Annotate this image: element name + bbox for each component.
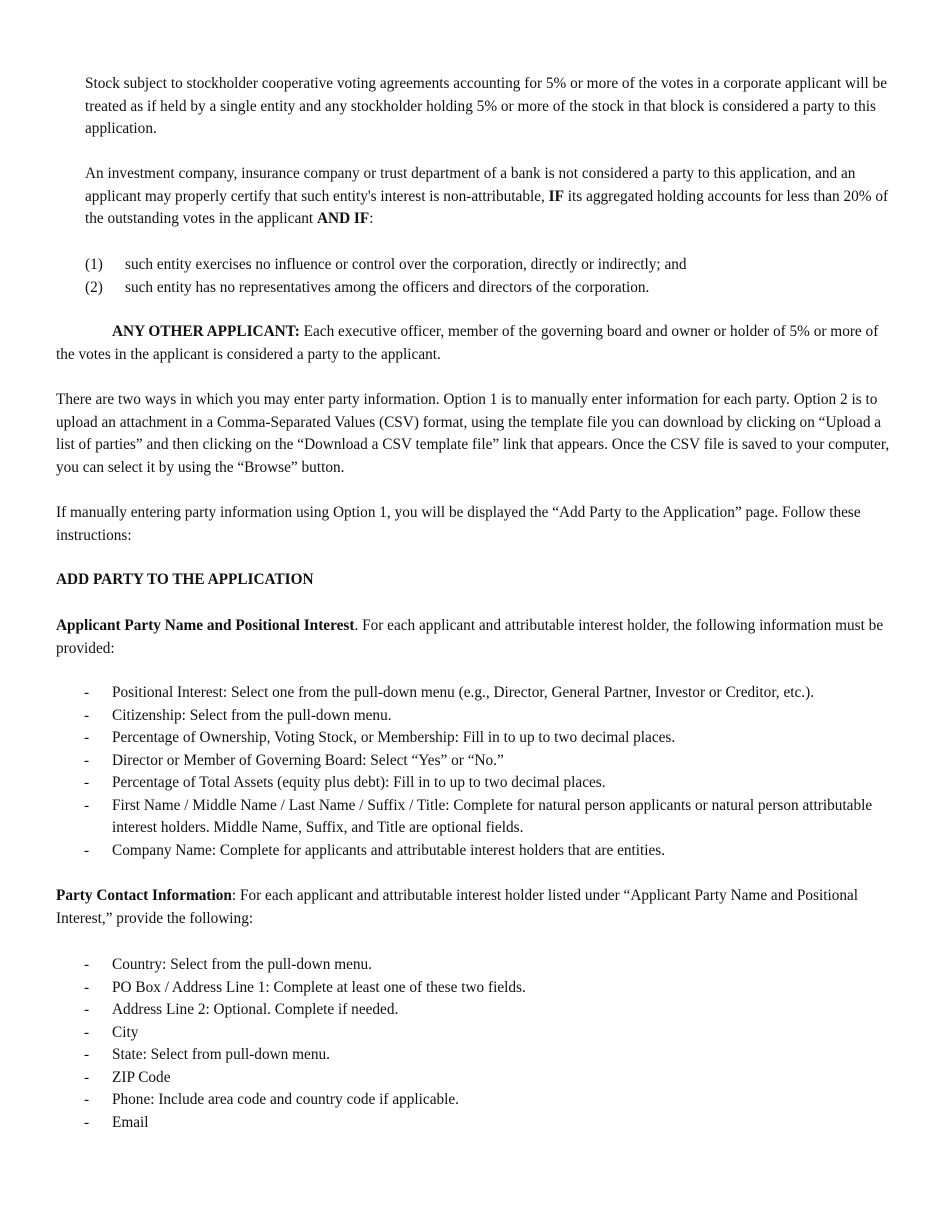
party-contact-intro: Party Contact Information: For each applicant and attributable interest holder listed under “Applicant Party Name and Positional Interest,” provide the following: bbox=[56, 887, 859, 927]
conditions-list bbox=[85, 254, 900, 299]
list-item: - Phone: Include area code and country code if applicable. bbox=[84, 1091, 460, 1108]
party-contact-list bbox=[84, 954, 900, 1134]
list-item: - Country: Select from the pull-down menu. bbox=[84, 956, 373, 973]
list-item: - ZIP Code bbox=[84, 1068, 171, 1086]
list-item: - Citizenship: Select from the pull-down menu. bbox=[84, 706, 392, 724]
list-item: - Percentage of Total Assets (equity plus debt): Fill in to up to two decimal places. bbox=[84, 774, 606, 791]
paragraph-any-other-applicant: ANY OTHER APPLICANT: Each executive officer, member of the governing board and owner or holder of 5% or more of the votes in the applicant is considered a party to the applicant. bbox=[56, 323, 879, 363]
paragraph-entry-options: There are two ways in which you may enter party information. Option 1 is to manually enter information for each party. Option 2 is to upload an attachment in a Comma-Separated Values (CSV) format, using the template file you can download by clicking on “Upload a list of parties” and then clicking on the “Download a CSV template file” link that appears. Once the CSV file is saved to your computer, you can select it by using the “Browse” button. bbox=[56, 391, 890, 476]
list-item: - Percentage of Ownership, Voting Stock, or Membership: Fill in to up to two decimal places. bbox=[84, 729, 676, 746]
paragraph-voting-agreements: Stock subject to stockholder cooperative voting agreements accounting for 5% or more of the votes in a corporate applicant will be treated as if held by a single entity and any stockholder holding 5% or more of the stock in that block is considered a party to this application. bbox=[85, 75, 887, 137]
list-item: - Address Line 2: Optional. Complete if needed. bbox=[84, 1001, 399, 1018]
list-item: - First Name / Middle Name / Last Name / Suffix / Title: Complete for natural person applicants or natural person attributable interest holders. Middle Name, Suffix, and Title are optional fields. bbox=[84, 796, 873, 836]
condition-item: (2) such entity has no representatives among the officers and directors of the corporation. bbox=[85, 278, 650, 296]
list-item: - Email bbox=[84, 1113, 149, 1131]
paragraph-manual-entry: If manually entering party information using Option 1, you will be displayed the “Add Party to the Application” page. Follow these instructions: bbox=[56, 504, 861, 544]
list-item: - State: Select from pull-down menu. bbox=[84, 1046, 330, 1063]
list-item: - City bbox=[84, 1023, 139, 1041]
paragraph-investment-company: An investment company, insurance company or trust department of a bank is not considered a party to this application, and an applicant may properly certify that such entity's interest is non-attributable, IF its aggregated holding accounts for less than 20% of the outstanding votes in the applicant AND IF: bbox=[85, 165, 889, 227]
party-name-list bbox=[84, 682, 900, 862]
party-name-intro: Applicant Party Name and Positional Interest. For each applicant and attributable interest holder, the following information must be provided: bbox=[56, 617, 884, 657]
list-item: - Positional Interest: Select one from the pull-down menu (e.g., Director, General Partner, Investor or Creditor, etc.). bbox=[84, 684, 815, 701]
list-item: - Company Name: Complete for applicants and attributable interest holders that are entities. bbox=[84, 841, 666, 859]
condition-item: (1) such entity exercises no influence or control over the corporation, directly or indirectly; and bbox=[85, 256, 687, 273]
list-item: - PO Box / Address Line 1: Complete at least one of these two fields. bbox=[84, 978, 526, 996]
section-heading: ADD PARTY TO THE APPLICATION bbox=[56, 571, 314, 588]
list-item: - Director or Member of Governing Board: Select “Yes” or “No.” bbox=[84, 751, 504, 769]
